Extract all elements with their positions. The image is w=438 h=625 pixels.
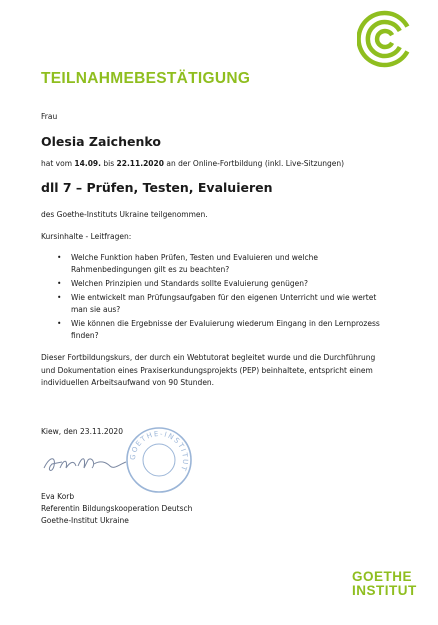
institute-line: des Goethe-Instituts Ukraine teilgenommen.	[41, 210, 208, 219]
list-item: • Wie können die Ergebnisse der Evaluierung wiederum Eingang in den Lernprozess finden?	[57, 318, 387, 342]
guiding-questions-list	[57, 252, 387, 344]
signer-role: Referentin Bildungskooperation Deutsch	[41, 504, 193, 513]
list-item: • Welchen Prinzipien und Standards sollte Evaluierung genügen?	[57, 278, 387, 290]
goethe-logo-icon	[357, 10, 415, 68]
date-to: 22.11.2020	[116, 159, 164, 168]
salutation: Frau	[41, 112, 58, 121]
participation-middle: bis	[100, 159, 117, 168]
course-title: dll 7 – Prüfen, Testen, Evaluieren	[41, 180, 273, 195]
list-item: • Welche Funktion haben Prüfen, Testen und Evaluieren und welche Rahmenbedingungen gilt es zu beachten?	[57, 252, 387, 276]
stamp-image	[124, 425, 194, 495]
course-summary: Dieser Fortbildungskurs, der durch ein Webtutorat begleitet wurde und die Durchführung und Dokumentation eines Praxiserkundungsprojekts (PEP) beinhaltete, entspricht einem individuellen Arbeitsaufwand von 90 Stunden.	[41, 353, 376, 387]
wordmark-line-1: GOETHE	[352, 569, 413, 584]
participation-line	[41, 159, 344, 168]
goethe-wordmark	[352, 570, 417, 598]
signer-org: Goethe-Institut Ukraine	[41, 516, 129, 525]
date-from: 14.09.	[74, 159, 101, 168]
stamp-text: GOETHE-INSTITUT	[128, 429, 190, 474]
course-contents-label: Kursinhalte - Leitfragen:	[41, 232, 132, 241]
signature-image	[40, 448, 130, 478]
participation-prefix: hat vom	[41, 159, 75, 168]
certificate-title: TEILNAHMEBESTÄTIGUNG	[41, 70, 251, 87]
signer-block	[41, 491, 192, 527]
participation-suffix: an der Online-Fortbildung (inkl. Live-Sitzungen)	[163, 159, 345, 168]
wordmark-line-2: INSTITUT	[352, 583, 417, 598]
signer-name: Eva Korb	[41, 492, 75, 501]
place-date: Kiew, den 23.11.2020	[41, 427, 123, 436]
participant-name: Olesia Zaichenko	[41, 134, 161, 149]
list-item: • Wie entwickelt man Prüfungsaufgaben für den eigenen Unterricht und wie wertet man sie aus?	[57, 292, 387, 316]
